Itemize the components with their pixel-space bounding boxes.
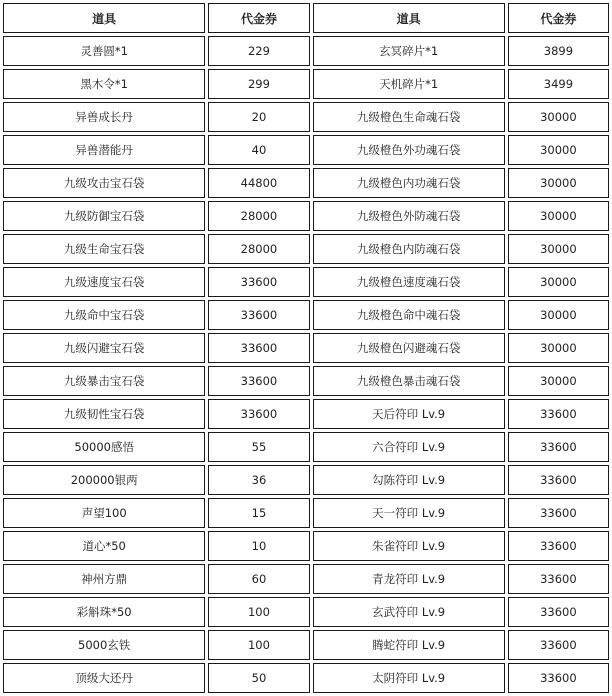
voucher-price-right: 33600: [508, 465, 609, 495]
voucher-price-left: 33600: [208, 300, 309, 330]
item-name-left: 异兽潜能丹: [3, 135, 205, 165]
item-name-right: 九级橙色闪避魂石袋: [313, 333, 505, 363]
voucher-price-left: 299: [208, 69, 309, 99]
voucher-price-right: 33600: [508, 399, 609, 429]
item-name-left: 黑木令*1: [3, 69, 205, 99]
voucher-price-right: 30000: [508, 168, 609, 198]
item-name-left: 灵善圆*1: [3, 36, 205, 66]
voucher-price-right: 30000: [508, 267, 609, 297]
table-row: [3, 564, 609, 594]
voucher-price-left: 40: [208, 135, 309, 165]
voucher-price-right: 30000: [508, 333, 609, 363]
item-name-right: 九级橙色生命魂石袋: [313, 102, 505, 132]
item-name-right: 天机碎片*1: [313, 69, 505, 99]
voucher-price-left: 55: [208, 432, 309, 462]
item-name-left: 九级攻击宝石袋: [3, 168, 205, 198]
table-row: [3, 399, 609, 429]
header-item-left: 道具: [3, 3, 205, 33]
item-name-left: 200000银两: [3, 465, 205, 495]
item-name-left: 九级命中宝石袋: [3, 300, 205, 330]
voucher-price-right: 3499: [508, 69, 609, 99]
item-name-right: 九级橙色内功魂石袋: [313, 168, 505, 198]
item-name-left: 九级闪避宝石袋: [3, 333, 205, 363]
header-voucher-left: 代金券: [208, 3, 309, 33]
voucher-price-left: 33600: [208, 333, 309, 363]
table-row: [3, 168, 609, 198]
item-name-right: 勾陈符印 Lv.9: [313, 465, 505, 495]
item-name-left: 声望100: [3, 498, 205, 528]
item-name-left: 九级生命宝石袋: [3, 234, 205, 264]
table-row: [3, 201, 609, 231]
item-name-left: 九级防御宝石袋: [3, 201, 205, 231]
table-row: [3, 531, 609, 561]
item-name-left: 九级速度宝石袋: [3, 267, 205, 297]
voucher-price-left: 20: [208, 102, 309, 132]
header-voucher-right: 代金券: [508, 3, 609, 33]
voucher-price-right: 30000: [508, 201, 609, 231]
item-name-right: 玄冥碎片*1: [313, 36, 505, 66]
voucher-price-left: 28000: [208, 201, 309, 231]
item-name-right: 玄武符印 Lv.9: [313, 597, 505, 627]
voucher-price-left: 229: [208, 36, 309, 66]
voucher-price-left: 10: [208, 531, 309, 561]
item-name-right: 朱雀符印 Lv.9: [313, 531, 505, 561]
table-body: [3, 36, 609, 693]
table-row: [3, 432, 609, 462]
voucher-price-right: 30000: [508, 135, 609, 165]
item-name-right: 九级橙色外功魂石袋: [313, 135, 505, 165]
item-name-right: 太阴符印 Lv.9: [313, 663, 505, 693]
voucher-price-right: 33600: [508, 597, 609, 627]
table-row: [3, 300, 609, 330]
item-name-right: 腾蛇符印 Lv.9: [313, 630, 505, 660]
voucher-price-right: 33600: [508, 531, 609, 561]
header-item-right: 道具: [313, 3, 505, 33]
item-name-left: 道心*50: [3, 531, 205, 561]
item-name-right: 天后符印 Lv.9: [313, 399, 505, 429]
voucher-price-left: 33600: [208, 267, 309, 297]
item-name-right: 青龙符印 Lv.9: [313, 564, 505, 594]
item-name-right: 九级橙色外防魂石袋: [313, 201, 505, 231]
table-row: [3, 267, 609, 297]
item-name-left: 神州方鼎: [3, 564, 205, 594]
table-row: [3, 234, 609, 264]
voucher-price-right: 33600: [508, 498, 609, 528]
voucher-price-left: 33600: [208, 399, 309, 429]
voucher-price-right: 30000: [508, 234, 609, 264]
item-name-right: 天一符印 Lv.9: [313, 498, 505, 528]
item-name-left: 九级韧性宝石袋: [3, 399, 205, 429]
table-row: [3, 465, 609, 495]
voucher-price-left: 44800: [208, 168, 309, 198]
item-name-left: 顶级大还丹: [3, 663, 205, 693]
voucher-price-right: 3899: [508, 36, 609, 66]
header-row: [3, 3, 609, 33]
item-name-right: 九级橙色内防魂石袋: [313, 234, 505, 264]
table-row: [3, 366, 609, 396]
voucher-price-right: 33600: [508, 432, 609, 462]
voucher-price-left: 100: [208, 630, 309, 660]
item-name-left: 异兽成长丹: [3, 102, 205, 132]
voucher-price-right: 30000: [508, 102, 609, 132]
voucher-price-right: 30000: [508, 300, 609, 330]
voucher-price-left: 50: [208, 663, 309, 693]
table-row: [3, 630, 609, 660]
voucher-price-left: 60: [208, 564, 309, 594]
item-name-left: 彩斛珠*50: [3, 597, 205, 627]
voucher-price-left: 33600: [208, 366, 309, 396]
item-name-left: 50000感悟: [3, 432, 205, 462]
voucher-price-right: 33600: [508, 630, 609, 660]
table-row: [3, 597, 609, 627]
table-row: [3, 69, 609, 99]
item-name-left: 5000玄铁: [3, 630, 205, 660]
table-row: [3, 333, 609, 363]
voucher-price-left: 100: [208, 597, 309, 627]
voucher-price-left: 15: [208, 498, 309, 528]
voucher-price-left: 36: [208, 465, 309, 495]
voucher-price-right: 30000: [508, 366, 609, 396]
table-row: [3, 36, 609, 66]
item-name-right: 九级橙色速度魂石袋: [313, 267, 505, 297]
table-row: [3, 102, 609, 132]
item-name-right: 六合符印 Lv.9: [313, 432, 505, 462]
table-row: [3, 498, 609, 528]
item-name-left: 九级暴击宝石袋: [3, 366, 205, 396]
voucher-price-right: 33600: [508, 564, 609, 594]
item-name-right: 九级橙色命中魂石袋: [313, 300, 505, 330]
voucher-price-left: 28000: [208, 234, 309, 264]
item-name-right: 九级橙色暴击魂石袋: [313, 366, 505, 396]
table-row: [3, 663, 609, 693]
table-row: [3, 135, 609, 165]
voucher-price-right: 33600: [508, 663, 609, 693]
